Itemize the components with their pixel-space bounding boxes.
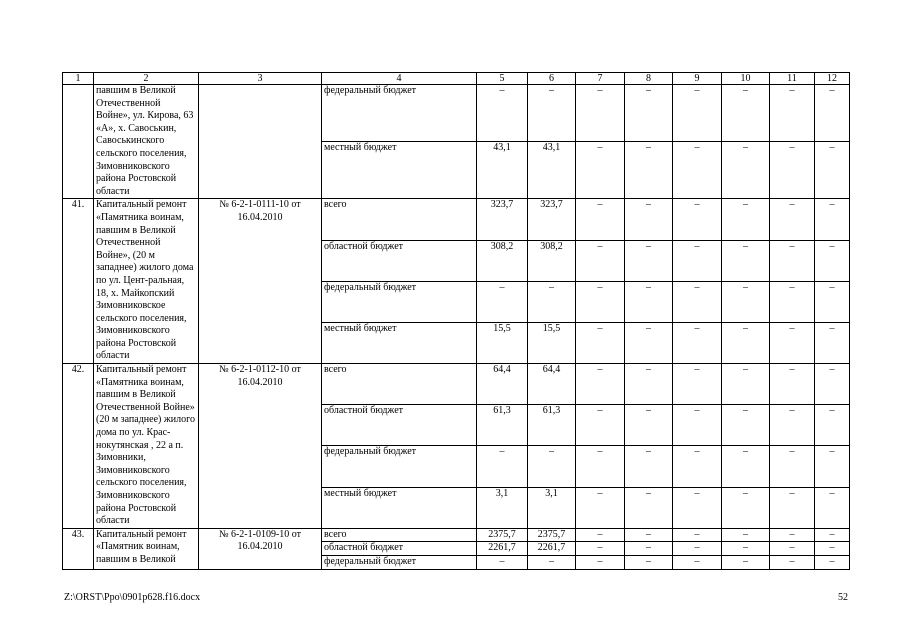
value-cell: – [673, 542, 722, 556]
header-cell: 2 [94, 73, 199, 85]
table-body [63, 73, 850, 570]
value-cell: – [673, 240, 722, 281]
value-cell: – [576, 405, 625, 446]
value-cell: – [673, 405, 722, 446]
value-cell: – [770, 322, 815, 363]
value-cell: 61,3 [477, 405, 528, 446]
value-cell: – [625, 199, 673, 240]
value-cell: – [673, 364, 722, 405]
header-cell: 11 [770, 73, 815, 85]
value-cell: – [625, 555, 673, 569]
value-cell: – [722, 446, 770, 487]
value-cell: – [770, 487, 815, 528]
value-cell: – [815, 240, 850, 281]
value-cell: – [770, 446, 815, 487]
value-cell: – [815, 542, 850, 556]
value-cell: – [625, 405, 673, 446]
value-cell: – [815, 528, 850, 542]
value-cell: – [528, 85, 576, 142]
expertise-document: № 6-2-1-0111-10 от 16.04.2010 [199, 199, 322, 364]
value-cell: 3,1 [477, 487, 528, 528]
header-cell: 5 [477, 73, 528, 85]
header-cell: 6 [528, 73, 576, 85]
value-cell: 323,7 [528, 199, 576, 240]
funding-source: всего [322, 528, 477, 542]
funding-source: всего [322, 199, 477, 240]
footer-file-path: Z:\ORST\Ppo\0901p628.f16.docx [64, 592, 201, 603]
value-cell: – [722, 405, 770, 446]
expertise-document [199, 85, 322, 199]
value-cell: – [576, 528, 625, 542]
value-cell: – [673, 199, 722, 240]
value-cell: 64,4 [528, 364, 576, 405]
value-cell: – [815, 199, 850, 240]
value-cell: – [673, 528, 722, 542]
funding-source: местный бюджет [322, 142, 477, 199]
value-cell: 2375,7 [528, 528, 576, 542]
value-cell: – [722, 199, 770, 240]
value-cell: – [770, 85, 815, 142]
value-cell: – [815, 487, 850, 528]
value-cell: – [576, 142, 625, 199]
value-cell: – [576, 322, 625, 363]
value-cell: 61,3 [528, 405, 576, 446]
row-number [63, 85, 94, 199]
value-cell: – [815, 405, 850, 446]
funding-source: местный бюджет [322, 487, 477, 528]
value-cell: – [477, 281, 528, 322]
value-cell: – [576, 240, 625, 281]
value-cell: – [722, 364, 770, 405]
value-cell: – [673, 142, 722, 199]
value-cell: – [673, 555, 722, 569]
header-cell: 7 [576, 73, 625, 85]
value-cell: – [815, 446, 850, 487]
value-cell: – [722, 528, 770, 542]
table-row [63, 199, 850, 240]
value-cell: – [770, 528, 815, 542]
value-cell: – [722, 555, 770, 569]
funding-source: федеральный бюджет [322, 446, 477, 487]
object-description: павшим в Великой Отечественной Войне», ул. Кирова, 63 «А», х. Савоськин, Савоськинского сельского поселения, Зимовниковского района Ростовской области [94, 85, 199, 199]
expertise-document: № 6-2-1-0112-10 от 16.04.2010 [199, 364, 322, 529]
value-cell: – [770, 199, 815, 240]
value-cell: – [477, 446, 528, 487]
value-cell: – [625, 446, 673, 487]
value-cell: – [815, 555, 850, 569]
object-description: Капитальный ремонт «Памятника воинам, павшим в Великой Отечественной Войне», (20 м западнее) жилого дома по ул. Цент-ральная, 18, х. Майкопский Зимовниковское сельского поселения, Зимовниковского района Ростовской области [94, 199, 199, 364]
value-cell: – [576, 487, 625, 528]
value-cell: – [673, 281, 722, 322]
value-cell: – [722, 85, 770, 142]
budget-table [62, 72, 850, 570]
funding-source: областной бюджет [322, 542, 477, 556]
value-cell: – [722, 142, 770, 199]
row-number: 41. [63, 199, 94, 364]
funding-source: областной бюджет [322, 240, 477, 281]
value-cell: – [815, 364, 850, 405]
value-cell: – [770, 281, 815, 322]
header-cell: 8 [625, 73, 673, 85]
value-cell: – [625, 240, 673, 281]
value-cell: – [770, 364, 815, 405]
value-cell: 43,1 [528, 142, 576, 199]
table-row [63, 528, 850, 542]
value-cell: 15,5 [477, 322, 528, 363]
value-cell: – [770, 142, 815, 199]
value-cell: – [770, 405, 815, 446]
value-cell: – [576, 281, 625, 322]
header-cell: 4 [322, 73, 477, 85]
funding-source: всего [322, 364, 477, 405]
header-cell: 3 [199, 73, 322, 85]
value-cell: 15,5 [528, 322, 576, 363]
value-cell: – [528, 281, 576, 322]
value-cell: – [576, 542, 625, 556]
funding-source: федеральный бюджет [322, 555, 477, 569]
value-cell: 3,1 [528, 487, 576, 528]
value-cell: – [722, 281, 770, 322]
value-cell: – [673, 446, 722, 487]
value-cell: – [625, 528, 673, 542]
table-row [63, 364, 850, 405]
value-cell: – [722, 322, 770, 363]
object-description: Капитальный ремонт «Памятника воинам, павшим в Великой Отечественной Войне» (20 м западнее) жилого дома по ул. Крас-нокутянская , 22 а п. Зимовники, Зимовниковского сельского поселения, Зимовниковского района Ростовской области [94, 364, 199, 529]
value-cell: – [625, 364, 673, 405]
value-cell: – [673, 322, 722, 363]
header-cell: 12 [815, 73, 850, 85]
value-cell: – [576, 364, 625, 405]
value-cell: – [770, 555, 815, 569]
value-cell: 323,7 [477, 199, 528, 240]
funding-source: федеральный бюджет [322, 281, 477, 322]
value-cell: – [625, 85, 673, 142]
table-row [63, 85, 850, 142]
value-cell: – [477, 555, 528, 569]
value-cell: – [815, 142, 850, 199]
header-cell: 1 [63, 73, 94, 85]
row-number: 43. [63, 528, 94, 569]
value-cell: – [815, 281, 850, 322]
value-cell: – [722, 542, 770, 556]
value-cell: 2261,7 [528, 542, 576, 556]
footer-page-number: 52 [838, 592, 848, 603]
value-cell: – [770, 240, 815, 281]
value-cell: – [673, 487, 722, 528]
value-cell: – [576, 446, 625, 487]
value-cell: 2375,7 [477, 528, 528, 542]
value-cell: 2261,7 [477, 542, 528, 556]
value-cell: – [576, 85, 625, 142]
funding-source: областной бюджет [322, 405, 477, 446]
value-cell: – [477, 85, 528, 142]
value-cell: – [673, 85, 722, 142]
value-cell: – [576, 199, 625, 240]
value-cell: – [625, 281, 673, 322]
funding-source: федеральный бюджет [322, 85, 477, 142]
value-cell: 308,2 [528, 240, 576, 281]
header-cell: 10 [722, 73, 770, 85]
object-description: Капитальный ремонт «Памятник воинам, павшим в Великой [94, 528, 199, 569]
value-cell: – [528, 555, 576, 569]
header-cell: 9 [673, 73, 722, 85]
value-cell: – [528, 446, 576, 487]
value-cell: – [625, 322, 673, 363]
value-cell: 64,4 [477, 364, 528, 405]
value-cell: – [770, 542, 815, 556]
value-cell: – [815, 85, 850, 142]
value-cell: – [722, 487, 770, 528]
value-cell: – [625, 487, 673, 528]
value-cell: – [815, 322, 850, 363]
table-header-row [63, 73, 850, 85]
value-cell: – [722, 240, 770, 281]
value-cell: – [576, 555, 625, 569]
expertise-document: № 6-2-1-0109-10 от 16.04.2010 [199, 528, 322, 569]
funding-source: местный бюджет [322, 322, 477, 363]
row-number: 42. [63, 364, 94, 529]
value-cell: 308,2 [477, 240, 528, 281]
value-cell: – [625, 542, 673, 556]
value-cell: 43,1 [477, 142, 528, 199]
value-cell: – [625, 142, 673, 199]
